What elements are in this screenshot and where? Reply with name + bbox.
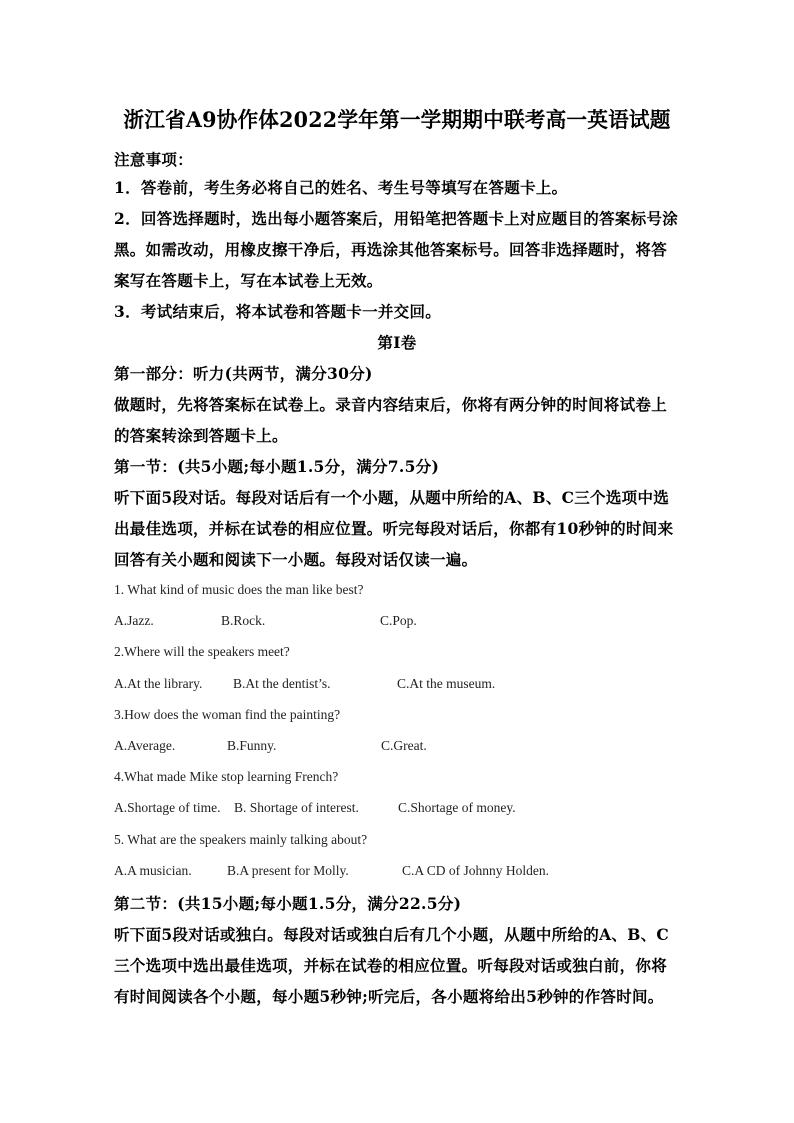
q2-option-c: C.At the museum. <box>397 676 496 691</box>
q1-option-b: B.Rock. <box>221 613 266 628</box>
part1-heading: 第一部分：听力(共两节，满分30分) <box>114 364 373 383</box>
section2-intro-line: 三个选项中选出最佳选项，并标在试卷的相应位置。听每段对话或独白前，你将 <box>114 956 668 975</box>
section1-heading: 第一节：(共5小题;每小题1.5分，满分7.5分) <box>114 457 440 476</box>
q1-option-c: C.Pop. <box>380 613 417 628</box>
section1-intro-line: 回答有关小题和阅读下一小题。每段对话仅读一遍。 <box>114 550 478 569</box>
q3-option-b: B.Funny. <box>227 738 277 753</box>
q4-option-a: A.Shortage of time. <box>114 800 221 815</box>
question-5: 5. What are the speakers mainly talking about? <box>114 832 368 847</box>
section1-intro-line: 出最佳选项，并标在试卷的相应位置。听完每段对话后，你都有10秒钟的时间来 <box>114 519 674 538</box>
question-3: 3.How does the woman find the painting? <box>114 707 341 722</box>
notice-item-2: 2．回答选择题时，选出每小题答案后，用铅笔把答题卡上对应题目的答案标号涂 <box>114 209 679 228</box>
question-1: 1. What kind of music does the man like best? <box>114 582 364 597</box>
q1-option-a: A.Jazz. <box>114 613 154 628</box>
notice-item-3: 3．考试结束后，将本试卷和答题卡一并交回。 <box>114 302 442 321</box>
q3-option-a: A.Average. <box>114 738 176 753</box>
section2-intro-line: 有时间阅读各个小题，每小题5秒钟;听完后，各小题将给出5秒钟的作答时间。 <box>114 987 664 1006</box>
question-2: 2.Where will the speakers meet? <box>114 644 290 659</box>
question-4: 4.What made Mike stop learning French? <box>114 769 339 784</box>
exam-title: 浙江省A9协作体2022学年第一学期期中联考高一英语试题 <box>123 107 671 132</box>
q4-option-b: B. Shortage of interest. <box>234 800 359 815</box>
q4-option-c: C.Shortage of money. <box>398 800 516 815</box>
notice-item-1: 1．答卷前，考生务必将自己的姓名、考生号等填写在答题卡上。 <box>114 178 568 197</box>
section1-intro-line: 听下面5段对话。每段对话后有一个小题，从题中所给的A、B、C三个选项中选 <box>114 488 670 507</box>
notice-heading: 注意事项： <box>114 150 194 169</box>
part1-intro-line: 的答案转涂到答题卡上。 <box>114 426 288 445</box>
notice-item-2-cont: 黑。如需改动，用橡皮擦干净后，再选涂其他答案标号。回答非选择题时，将答 <box>114 240 668 259</box>
q3-option-c: C.Great. <box>381 738 427 753</box>
q2-option-b: B.At the dentist’s. <box>233 676 331 691</box>
q2-option-a: A.At the library. <box>114 676 203 691</box>
notice-item-2-cont2: 案写在答题卡上，写在本试卷上无效。 <box>114 271 383 290</box>
q5-option-a: A.A musician. <box>114 863 192 878</box>
part1-intro-line: 做题时，先将答案标在试卷上。录音内容结束后，你将有两分钟的时间将试卷上 <box>114 395 668 414</box>
q5-option-c: C.A CD of Johnny Holden. <box>402 863 550 878</box>
volume-heading: 第I卷 <box>377 333 417 352</box>
section2-intro-line: 听下面5段对话或独白。每段对话或独白后有几个小题，从题中所给的A、B、C <box>114 925 670 944</box>
q5-option-b: B.A present for Molly. <box>227 863 349 878</box>
section2-heading: 第二节：(共15小题;每小题1.5分，满分22.5分) <box>114 894 462 913</box>
